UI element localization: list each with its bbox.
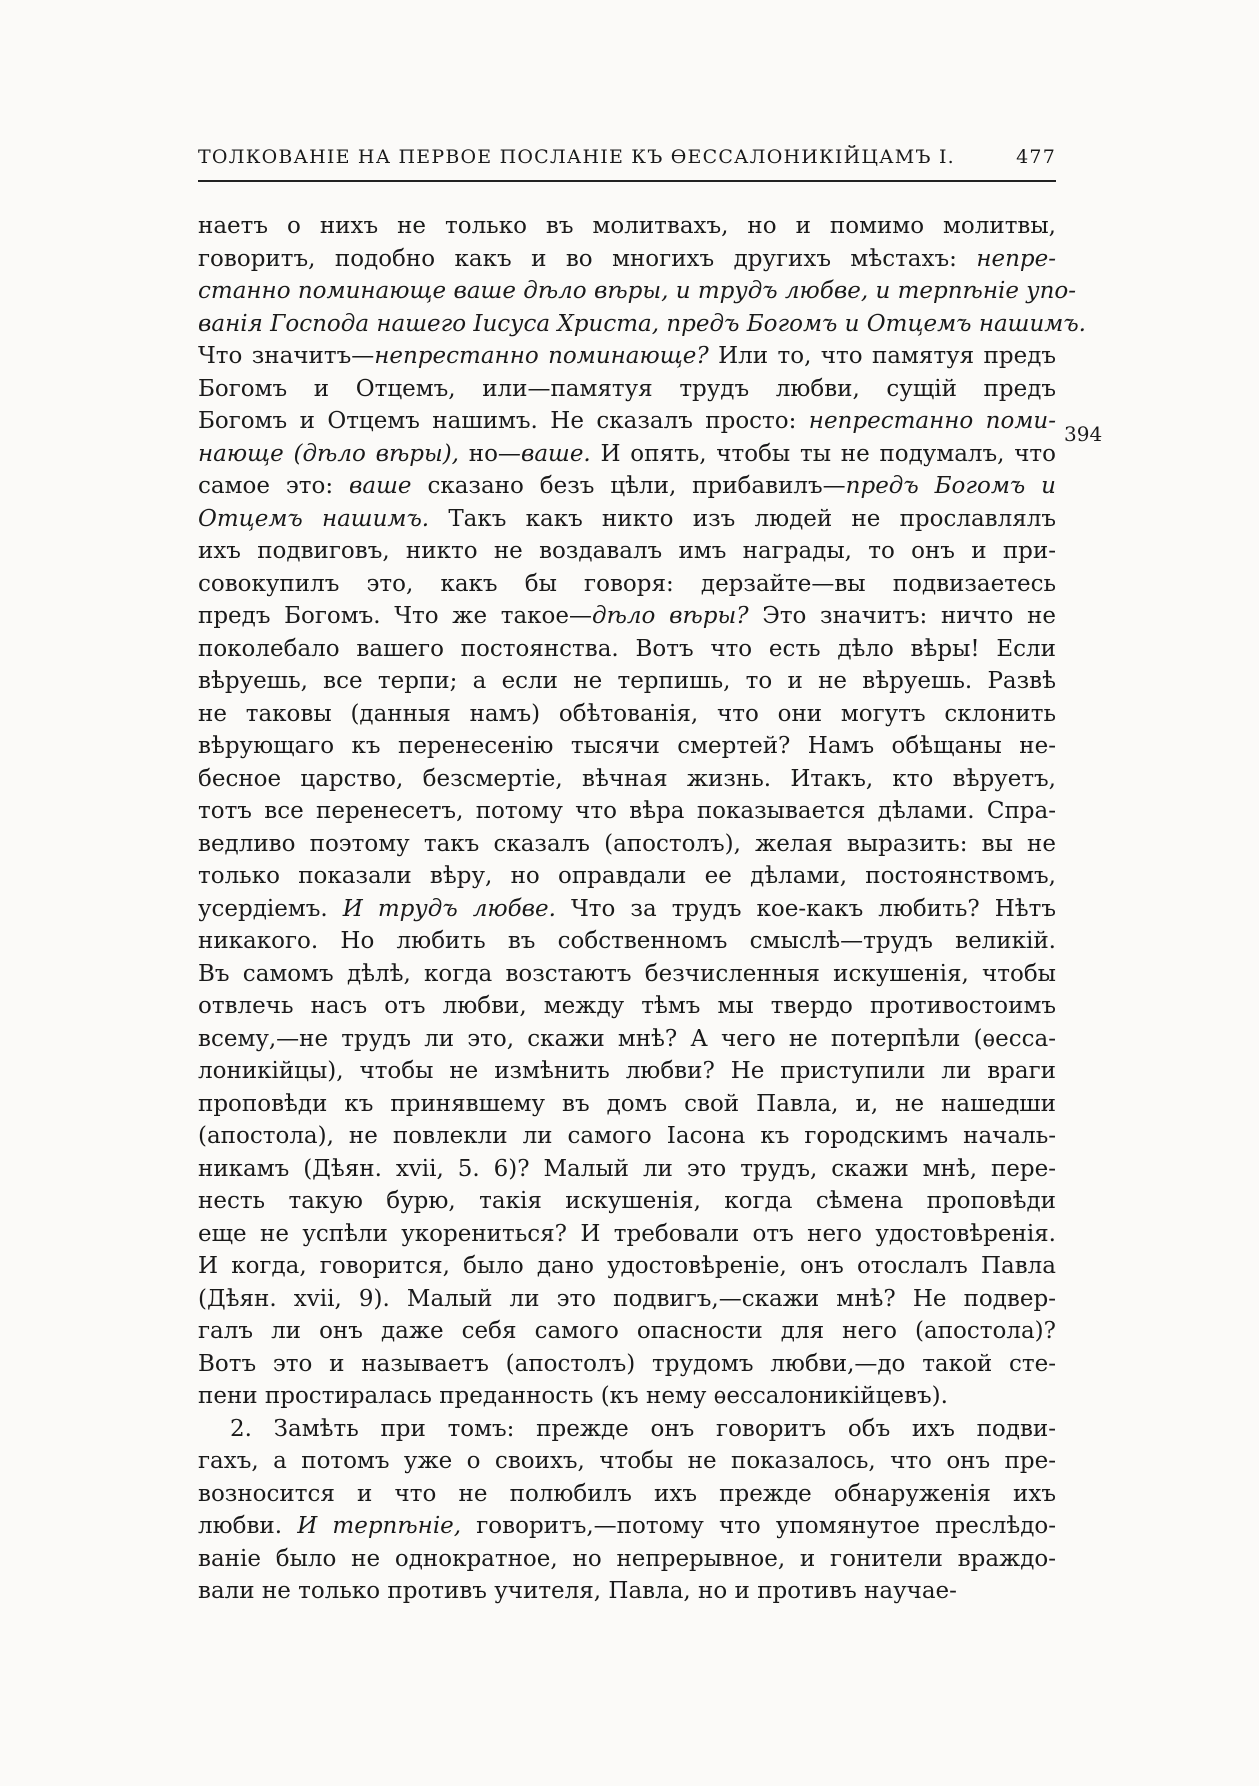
text-segment: 2. Замѣть при томъ: прежде онъ говоритъ объ ихъ подви- <box>230 1415 1056 1442</box>
text-line <box>198 1023 1056 1056</box>
text-segment: Или то, что памятуя предъ <box>708 343 1057 369</box>
text-line <box>198 1575 1056 1608</box>
text-line <box>198 1445 1056 1478</box>
text-segment: Такъ какъ никто изъ людей не прославлялъ <box>429 505 1056 532</box>
text-segment: Вотъ это и называетъ (апостолъ) трудомъ любви,—до такой сте- <box>198 1350 1056 1377</box>
text-segment: ведливо поэтому такъ сказалъ (апостолъ), желая выразить: вы не <box>198 830 1056 857</box>
italic-quote: ванія Господа нашего Іисуса Христа, предъ Богомъ и Отцемъ нашимъ. <box>198 310 1086 337</box>
text-line <box>198 308 1086 341</box>
text-segment: проповѣди къ принявшему въ домъ свой Павла, и, не нашедши <box>198 1090 1056 1117</box>
text-segment: тотъ все перенесетъ, потому что вѣра показывается дѣлами. Спра- <box>198 798 1056 824</box>
text-segment: любви. <box>198 1513 298 1539</box>
text-line <box>198 860 1056 893</box>
italic-quote: непрестанно поминающе? <box>374 343 709 369</box>
text-segment: галъ ли онъ даже себя самого опасности для него (апостола)? <box>198 1318 1056 1344</box>
text-segment: вѣрующаго къ перенесенію тысячи смертей? Намъ обѣщаны не- <box>198 733 1056 759</box>
text-line <box>198 1250 1056 1283</box>
text-line <box>198 1120 1056 1153</box>
text-segment: совокупилъ это, какъ бы говоря: дерзайте—вы подвизаетесь <box>198 570 1056 597</box>
text-line <box>198 828 1056 861</box>
text-line <box>198 730 1056 763</box>
text-line <box>198 405 1056 438</box>
text-segment: лоникійцы), чтобы не измѣнить любви? Не приступили ли враги <box>198 1058 1056 1084</box>
text-segment: Богомъ и Отцемъ, или—памятуя трудъ любви, сущій предъ <box>198 375 1056 402</box>
italic-quote: предъ Богомъ и <box>845 473 1056 499</box>
text-segment: всему,—не трудъ ли это, скажи мнѣ? А чего не потерпѣли (ѳесса- <box>198 1025 1056 1052</box>
text-line <box>198 470 1056 503</box>
text-line <box>198 1478 1056 1511</box>
text-segment: говоритъ, подобно какъ и во многихъ другихъ мѣстахъ: <box>198 245 977 272</box>
text-line <box>198 665 1056 698</box>
text-segment: бесное царство, безсмертіе, вѣчная жизнь. Итакъ, кто вѣруетъ, <box>198 765 1056 792</box>
text-line <box>198 958 1056 991</box>
text-segment: еще не успѣли укорениться? И требовали отъ него удостовѣренія. <box>198 1220 1056 1247</box>
text-line <box>198 1055 1056 1088</box>
running-header <box>198 146 1056 168</box>
text-line <box>198 1543 1056 1576</box>
text-segment: не таковы (данныя намъ) обѣтованія, что они могутъ склонить <box>198 700 1056 727</box>
text-segment: говоритъ,—потому что упомянутое преслѣдо- <box>461 1513 1056 1539</box>
text-segment: вѣруешь, все терпи; а если не терпишь, то и не вѣруешь. Развѣ <box>198 668 1056 694</box>
text-segment: пени простиралась преданность (къ нему ѳессалоникійцевъ). <box>198 1383 948 1409</box>
text-line <box>198 1413 1056 1446</box>
text-line <box>198 1153 1056 1186</box>
text-line <box>198 210 1056 243</box>
running-header-title: ТОЛКОВАНІЕ НА ПЕРВОЕ ПОСЛАНІЕ КЪ ѲЕССАЛОНИКІЙЦАМЪ І. <box>198 146 955 168</box>
text-line <box>198 503 1056 536</box>
text-line <box>198 568 1056 601</box>
text-segment: И опять, чтобы ты не подумалъ, что <box>590 440 1056 467</box>
italic-quote: ваше <box>349 473 412 499</box>
text-line <box>198 340 1056 373</box>
italic-quote: станно поминающе ваше дѣло вѣры, и трудъ любве, и терпѣніе упо- <box>198 278 1077 304</box>
text-segment: гахъ, а потомъ уже о своихъ, чтобы не показалось, что онъ пре- <box>198 1448 1056 1474</box>
text-segment: только показали вѣру, но оправдали ее дѣлами, постоянствомъ, <box>198 863 1056 889</box>
text-segment: ихъ подвиговъ, никто не воздавалъ имъ награды, то онъ и при- <box>198 538 1056 564</box>
page-number: 477 <box>1016 146 1056 168</box>
text-segment: усердіемъ. <box>198 895 343 922</box>
text-line <box>198 925 1056 958</box>
text-line <box>198 990 1056 1023</box>
text-segment: И когда, говорится, было дано удостовѣреніе, онъ отослалъ Павла <box>198 1253 1056 1279</box>
text-segment: вали не только противъ учителя, Павла, но и противъ научае- <box>198 1578 957 1604</box>
text-line <box>198 275 1077 308</box>
text-segment: возносится и что не полюбилъ ихъ прежде обнаруженія ихъ <box>198 1480 1056 1507</box>
text-line <box>198 373 1056 406</box>
italic-quote: ваше. <box>520 440 591 467</box>
text-segment: ваніе было не однократное, но непрерывное, и гонители враждо- <box>198 1545 1056 1572</box>
text-line <box>198 633 1056 666</box>
text-line <box>198 795 1056 828</box>
italic-quote: дѣло вѣры? <box>592 603 749 629</box>
italic-quote: непрестанно поми- <box>808 408 1056 434</box>
text-segment: отвлечь насъ отъ любви, между тѣмъ мы твердо противостоимъ <box>198 993 1056 1019</box>
margin-note-number: 394 <box>1064 422 1103 446</box>
text-line <box>198 1088 1056 1121</box>
text-line <box>198 243 1056 276</box>
italic-quote: И трудъ любве. <box>342 895 556 922</box>
text-line <box>198 763 1056 796</box>
text-line <box>198 1218 1056 1251</box>
text-line <box>198 698 1056 731</box>
header-rule <box>198 180 1056 182</box>
text-segment: Это значитъ: ничто не <box>748 603 1057 629</box>
text-line <box>198 1380 1056 1413</box>
text-line <box>198 1510 1056 1543</box>
text-line <box>198 1283 1056 1316</box>
text-segment: Что за трудъ кое-какъ любить? Нѣтъ <box>555 895 1057 922</box>
text-segment: Въ самомъ дѣлѣ, когда возстаютъ безчисленныя искушенія, чтобы <box>198 960 1056 987</box>
text-segment: Что значитъ— <box>198 343 375 369</box>
italic-quote: нающе (дѣло вѣры), <box>198 440 459 467</box>
italic-quote: непре- <box>976 245 1056 272</box>
text-segment: (Дѣян. xvii, 9). Малый ли это подвигъ,—скажи мнѣ? Не подвер- <box>198 1285 1056 1312</box>
text-segment: наетъ о нихъ не только въ молитвахъ, но и помимо молитвы, <box>198 213 1056 239</box>
text-line <box>198 1185 1056 1218</box>
text-segment: поколебало вашего постоянства. Вотъ что есть дѣло вѣры! Если <box>198 635 1056 662</box>
text-segment: но— <box>459 440 521 467</box>
text-line <box>198 438 1056 471</box>
text-line <box>198 893 1056 926</box>
text-segment: самое это: <box>198 473 350 499</box>
text-segment: Богомъ и Отцемъ нашимъ. Не сказалъ просто: <box>198 408 809 434</box>
text-line <box>198 535 1056 568</box>
text-segment: никакого. Но любить въ собственномъ смыслѣ—трудъ великій. <box>198 928 1056 954</box>
text-segment: предъ Богомъ. Что же такое— <box>198 603 593 629</box>
italic-quote: Отцемъ нашимъ. <box>198 505 430 532</box>
text-line <box>198 1315 1056 1348</box>
italic-quote: И терпѣніе, <box>297 1513 462 1539</box>
text-line <box>198 600 1056 633</box>
text-line <box>198 1348 1056 1381</box>
text-segment: несть такую бурю, такія искушенія, когда сѣмена проповѣди <box>198 1188 1056 1214</box>
text-segment: (апостола), не повлекли ли самого Іасона къ городскимъ началь- <box>198 1123 1056 1149</box>
text-segment: сказано безъ цѣли, прибавилъ— <box>411 473 846 499</box>
text-segment: никамъ (Дѣян. xvii, 5. 6)? Малый ли это трудъ, скажи мнѣ, пере- <box>198 1155 1056 1182</box>
